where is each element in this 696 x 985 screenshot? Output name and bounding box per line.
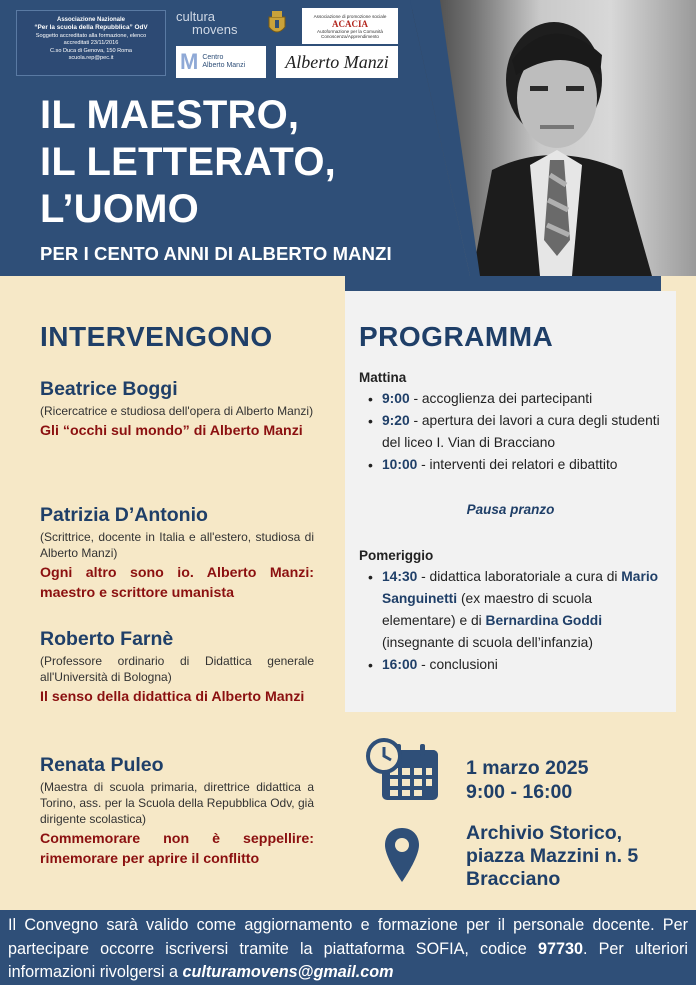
program-heading: PROGRAMMA	[359, 321, 554, 352]
assoc-line2: “Per la scuola della Repubblica” OdV	[34, 24, 148, 32]
cultura-text: cultura	[176, 8, 216, 24]
program-item	[382, 566, 669, 654]
speaker-name: Renata Puleo	[40, 754, 164, 776]
centro-mark: M	[180, 49, 199, 74]
speaker-1	[40, 376, 314, 441]
speaker-2	[40, 502, 314, 603]
footer-text-1: Il Convegno sarà valido come aggiornamento e formazione per il personale docente. Per partecipare occorre iscriversi tramite la piattaforma SOFIA, codice	[8, 916, 688, 958]
item-text: - didattica laboratoriale a cura di	[417, 569, 622, 584]
item-time: 9:00	[382, 391, 410, 406]
assoc-line4: accreditati 23/11/2016	[63, 40, 119, 47]
centro-text	[202, 54, 245, 70]
speaker-name: Patrizia D’Antonio	[40, 504, 208, 526]
acacia-logo	[302, 8, 398, 44]
morning-list	[359, 388, 669, 476]
place-line-1: Archivio Storico,	[466, 822, 623, 844]
title-line-3: L’UOMO	[40, 187, 199, 231]
association-box	[16, 10, 166, 76]
speaker-role: (Scrittrice, docente in Italia e all'estero, studiosa di Alberto Manzi)	[40, 530, 314, 560]
program-afternoon	[359, 546, 669, 676]
speaker-role: (Maestra di scuola primaria, direttrice didattica a Torino, ass. per la Scuola della Repubblica Odv, già dirigente scolastica)	[40, 780, 314, 826]
speaker-talk: Gli “occhi sul mondo” di Alberto Manzi	[40, 423, 303, 439]
manzi-signature-logo: Alberto Manzi	[276, 46, 398, 78]
event-subtitle: PER I CENTO ANNI DI ALBERTO MANZI	[40, 243, 392, 264]
program-item	[382, 410, 669, 454]
speaker-role: (Ricercatrice e studiosa dell'opera di Alberto Manzi)	[40, 404, 314, 418]
program-item	[382, 388, 669, 410]
speaker-talk: Commemorare non è seppellire: rimemorare per aprire il conflitto	[40, 831, 314, 867]
speaker-name: Roberto Farnè	[40, 628, 174, 650]
event-datetime	[466, 756, 589, 804]
item-person: Bernardina Goddi	[485, 613, 603, 628]
calendar-clock-icon	[366, 738, 440, 809]
item-time: 16:00	[382, 657, 418, 672]
title-line-1: IL MAESTRO,	[40, 93, 300, 137]
acacia-bottom-text: Autoformazione per la Comunità Conoscenza/Apprendimento	[317, 28, 383, 39]
item-text: - conclusioni	[417, 657, 498, 672]
item-time: 9:20	[382, 413, 410, 428]
contact-email[interactable]: culturamovens@gmail.com	[182, 963, 394, 981]
sofia-code: 97730	[537, 939, 583, 958]
speaker-3	[40, 626, 314, 707]
lunch-break: Pausa pranzo	[466, 502, 555, 517]
municipal-crest-icon	[262, 8, 292, 40]
morning-label: Mattina	[359, 370, 407, 385]
afternoon-label: Pomeriggio	[359, 548, 434, 563]
item-text: (ex maestro di scuola elementare) e di	[382, 591, 593, 628]
program-morning	[359, 368, 669, 476]
item-text: - apertura dei lavori a cura degli studenti del liceo I. Vian di Bracciano	[382, 413, 660, 450]
program-item	[382, 654, 669, 676]
place-line-2: piazza Mazzini n. 5	[466, 845, 639, 867]
assoc-line3: Soggetto accreditato alla formazione, elenco	[35, 32, 147, 39]
speaker-talk: Il senso della didattica di Alberto Manzi	[40, 689, 305, 705]
program-item	[382, 454, 669, 476]
cultura-movens-logo	[176, 8, 260, 38]
item-person: Mario Sanguinetti	[382, 569, 659, 606]
acacia-name: ACACIA	[332, 18, 368, 29]
location-pin-icon	[383, 826, 421, 891]
event-date: 1 marzo 2025	[466, 757, 589, 779]
speaker-role: (Professore ordinario di Didattica generale all'Università di Bologna)	[40, 654, 314, 684]
assoc-line6: scuola.rep@pec.it	[68, 55, 114, 62]
speaker-4	[40, 752, 314, 869]
event-title	[40, 92, 336, 233]
assoc-line5: C.so Duca di Genova, 150 Roma	[49, 47, 133, 54]
centro-manzi-logo	[176, 46, 266, 78]
footer-text-2: . Per ulteriori informazioni rivolgersi a	[8, 939, 688, 981]
item-text: - accoglienza dei partecipanti	[409, 391, 593, 406]
speakers-heading: INTERVENGONO	[40, 321, 273, 352]
centro-text-2: Alberto Manzi	[202, 62, 246, 69]
afternoon-list	[359, 566, 669, 676]
title-line-2: IL LETTERATO,	[40, 140, 336, 184]
centro-text-1: Centro	[202, 54, 224, 61]
item-text: (insegnante di scuola dell’infanzia)	[382, 635, 593, 650]
item-text: - interventi dei relatori e dibattito	[417, 457, 618, 472]
event-place	[466, 822, 638, 891]
acacia-top-text: Associazione di promozione sociale	[313, 13, 387, 19]
event-time: 9:00 - 16:00	[466, 781, 573, 803]
footer-info	[0, 910, 696, 985]
assoc-line1: Associazione Nazionale	[56, 17, 126, 23]
item-time: 10:00	[382, 457, 418, 472]
movens-text: movens	[192, 21, 238, 37]
speaker-name: Beatrice Boggi	[40, 378, 178, 400]
speaker-talk: Ogni altro sono io. Alberto Manzi: maestro e scrittore umanista	[40, 565, 314, 601]
header-banner	[0, 0, 696, 276]
item-time: 14:30	[382, 569, 418, 584]
program-tab	[345, 276, 661, 291]
place-line-3: Bracciano	[466, 868, 561, 890]
